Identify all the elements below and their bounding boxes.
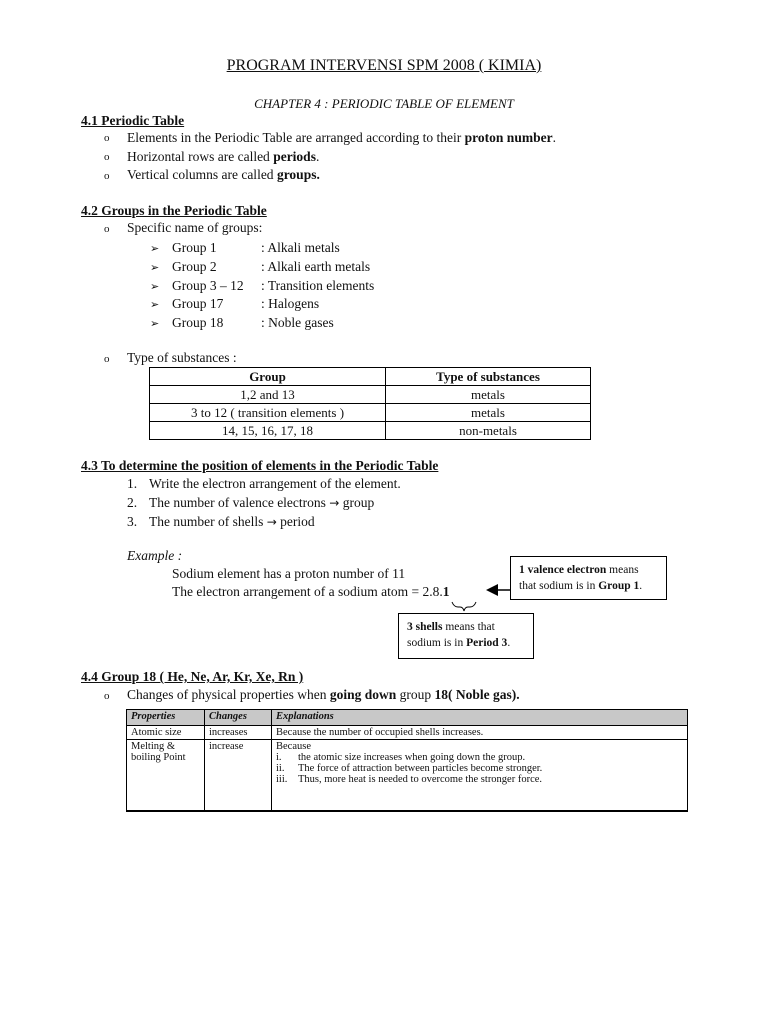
bullet-icon: o	[104, 151, 110, 163]
bullet-text: Elements in the Periodic Table are arranged according to their proton number.	[127, 130, 556, 145]
explanation-point: ii. The force of attraction between particles become stronger.	[276, 763, 543, 774]
bullet-text: Horizontal rows are called periods.	[127, 149, 320, 164]
group-description: : Halogens	[261, 296, 320, 311]
table-row	[127, 740, 688, 812]
group-description: : Alkali metals	[261, 240, 340, 255]
group-description: : Alkali earth metals	[261, 259, 371, 274]
chapter-title: CHAPTER 4 : PERIODIC TABLE OF ELEMENT	[254, 96, 514, 111]
valence-electron-note: 1 valence electron means that sodium is in Group 1.	[510, 556, 667, 600]
step-text: The number of shells → period	[149, 514, 315, 529]
bullet-icon: o	[104, 690, 110, 702]
properties-table	[126, 709, 688, 812]
group-description: : Noble gases	[261, 315, 334, 330]
step-number: 1.	[127, 476, 138, 491]
explanation-point: iii. Thus, more heat is needed to overcome the stronger force.	[276, 774, 543, 785]
step-number: 2.	[127, 495, 138, 510]
table-cell: 1,2 and 13	[150, 386, 386, 404]
table-cell: non-metals	[386, 422, 591, 440]
bullet-icon: o	[104, 353, 110, 365]
section-4-4-heading: 4.4 Group 18 ( He, Ne, Ar, Kr, Xe, Rn )	[81, 669, 304, 684]
arrowhead-icon: ➢	[150, 262, 160, 274]
section-4-3-heading: 4.3 To determine the position of elements in the Periodic Table	[81, 458, 439, 473]
table-cell: increase	[205, 740, 272, 812]
table-header: Changes	[205, 710, 272, 726]
example-line: Sodium element has a proton number of 11	[172, 566, 406, 581]
bullet-text: Vertical columns are called groups.	[127, 167, 320, 182]
table-cell: 3 to 12 ( transition elements )	[150, 404, 386, 422]
arrowhead-icon: ➢	[150, 243, 160, 255]
table-cell: metals	[386, 404, 591, 422]
document-title: PROGRAM INTERVENSI SPM 2008 ( KIMIA)	[226, 57, 542, 74]
table-cell: metals	[386, 386, 591, 404]
table-header: Explanations	[272, 710, 688, 726]
example-line: The electron arrangement of a sodium atom = 2.8.1	[172, 584, 450, 599]
table-cell: Atomic size	[127, 726, 205, 740]
table-cell: 14, 15, 16, 17, 18	[150, 422, 386, 440]
bullet-icon: o	[104, 223, 110, 235]
bullet-icon: o	[104, 170, 110, 182]
table-cell: increases	[205, 726, 272, 740]
bullet-text: Changes of physical properties when going down group 18( Noble gas).	[127, 687, 520, 702]
table-header: Group	[150, 368, 386, 386]
explanation-intro: Because	[276, 741, 311, 752]
table-row	[127, 726, 688, 740]
group-name: Group 17	[172, 296, 224, 311]
bullet-icon: o	[104, 132, 110, 144]
example-label: Example :	[127, 548, 183, 563]
brace-icon	[452, 602, 476, 611]
section-4-2-heading: 4.2 Groups in the Periodic Table	[81, 203, 267, 218]
table-cell: Because the number of occupied shells increases.	[272, 726, 688, 740]
table-header: Type of substances	[386, 368, 591, 386]
group-name: Group 2	[172, 259, 217, 274]
shells-note: 3 shells means that sodium is in Period 3.	[398, 613, 534, 659]
table-cell: Melting & boiling Point	[127, 740, 205, 812]
explanation-point: i. the atomic size increases when going down the group.	[276, 752, 526, 763]
bullet-text: Type of substances :	[127, 350, 237, 365]
bullet-text: Specific name of groups:	[127, 220, 263, 235]
group-name: Group 1	[172, 240, 217, 255]
group-name: Group 3 – 12	[172, 278, 244, 293]
arrowhead-icon: ➢	[150, 318, 160, 330]
arrowhead-icon: ➢	[150, 281, 160, 293]
step-number: 3.	[127, 514, 138, 529]
left-arrow-icon	[486, 584, 510, 596]
right-arrow-icon: →	[329, 496, 340, 510]
arrowhead-icon: ➢	[150, 299, 160, 311]
step-text: The number of valence electrons → group	[149, 495, 375, 510]
group-description: : Transition elements	[261, 278, 375, 293]
group-name: Group 18	[172, 315, 224, 330]
right-arrow-icon: →	[266, 515, 277, 529]
table-header: Properties	[127, 710, 205, 726]
table-header-row	[127, 710, 688, 726]
table-cell	[272, 740, 688, 812]
step-text: Write the electron arrangement of the element.	[149, 476, 401, 491]
section-4-1-heading: 4.1 Periodic Table	[81, 113, 185, 128]
